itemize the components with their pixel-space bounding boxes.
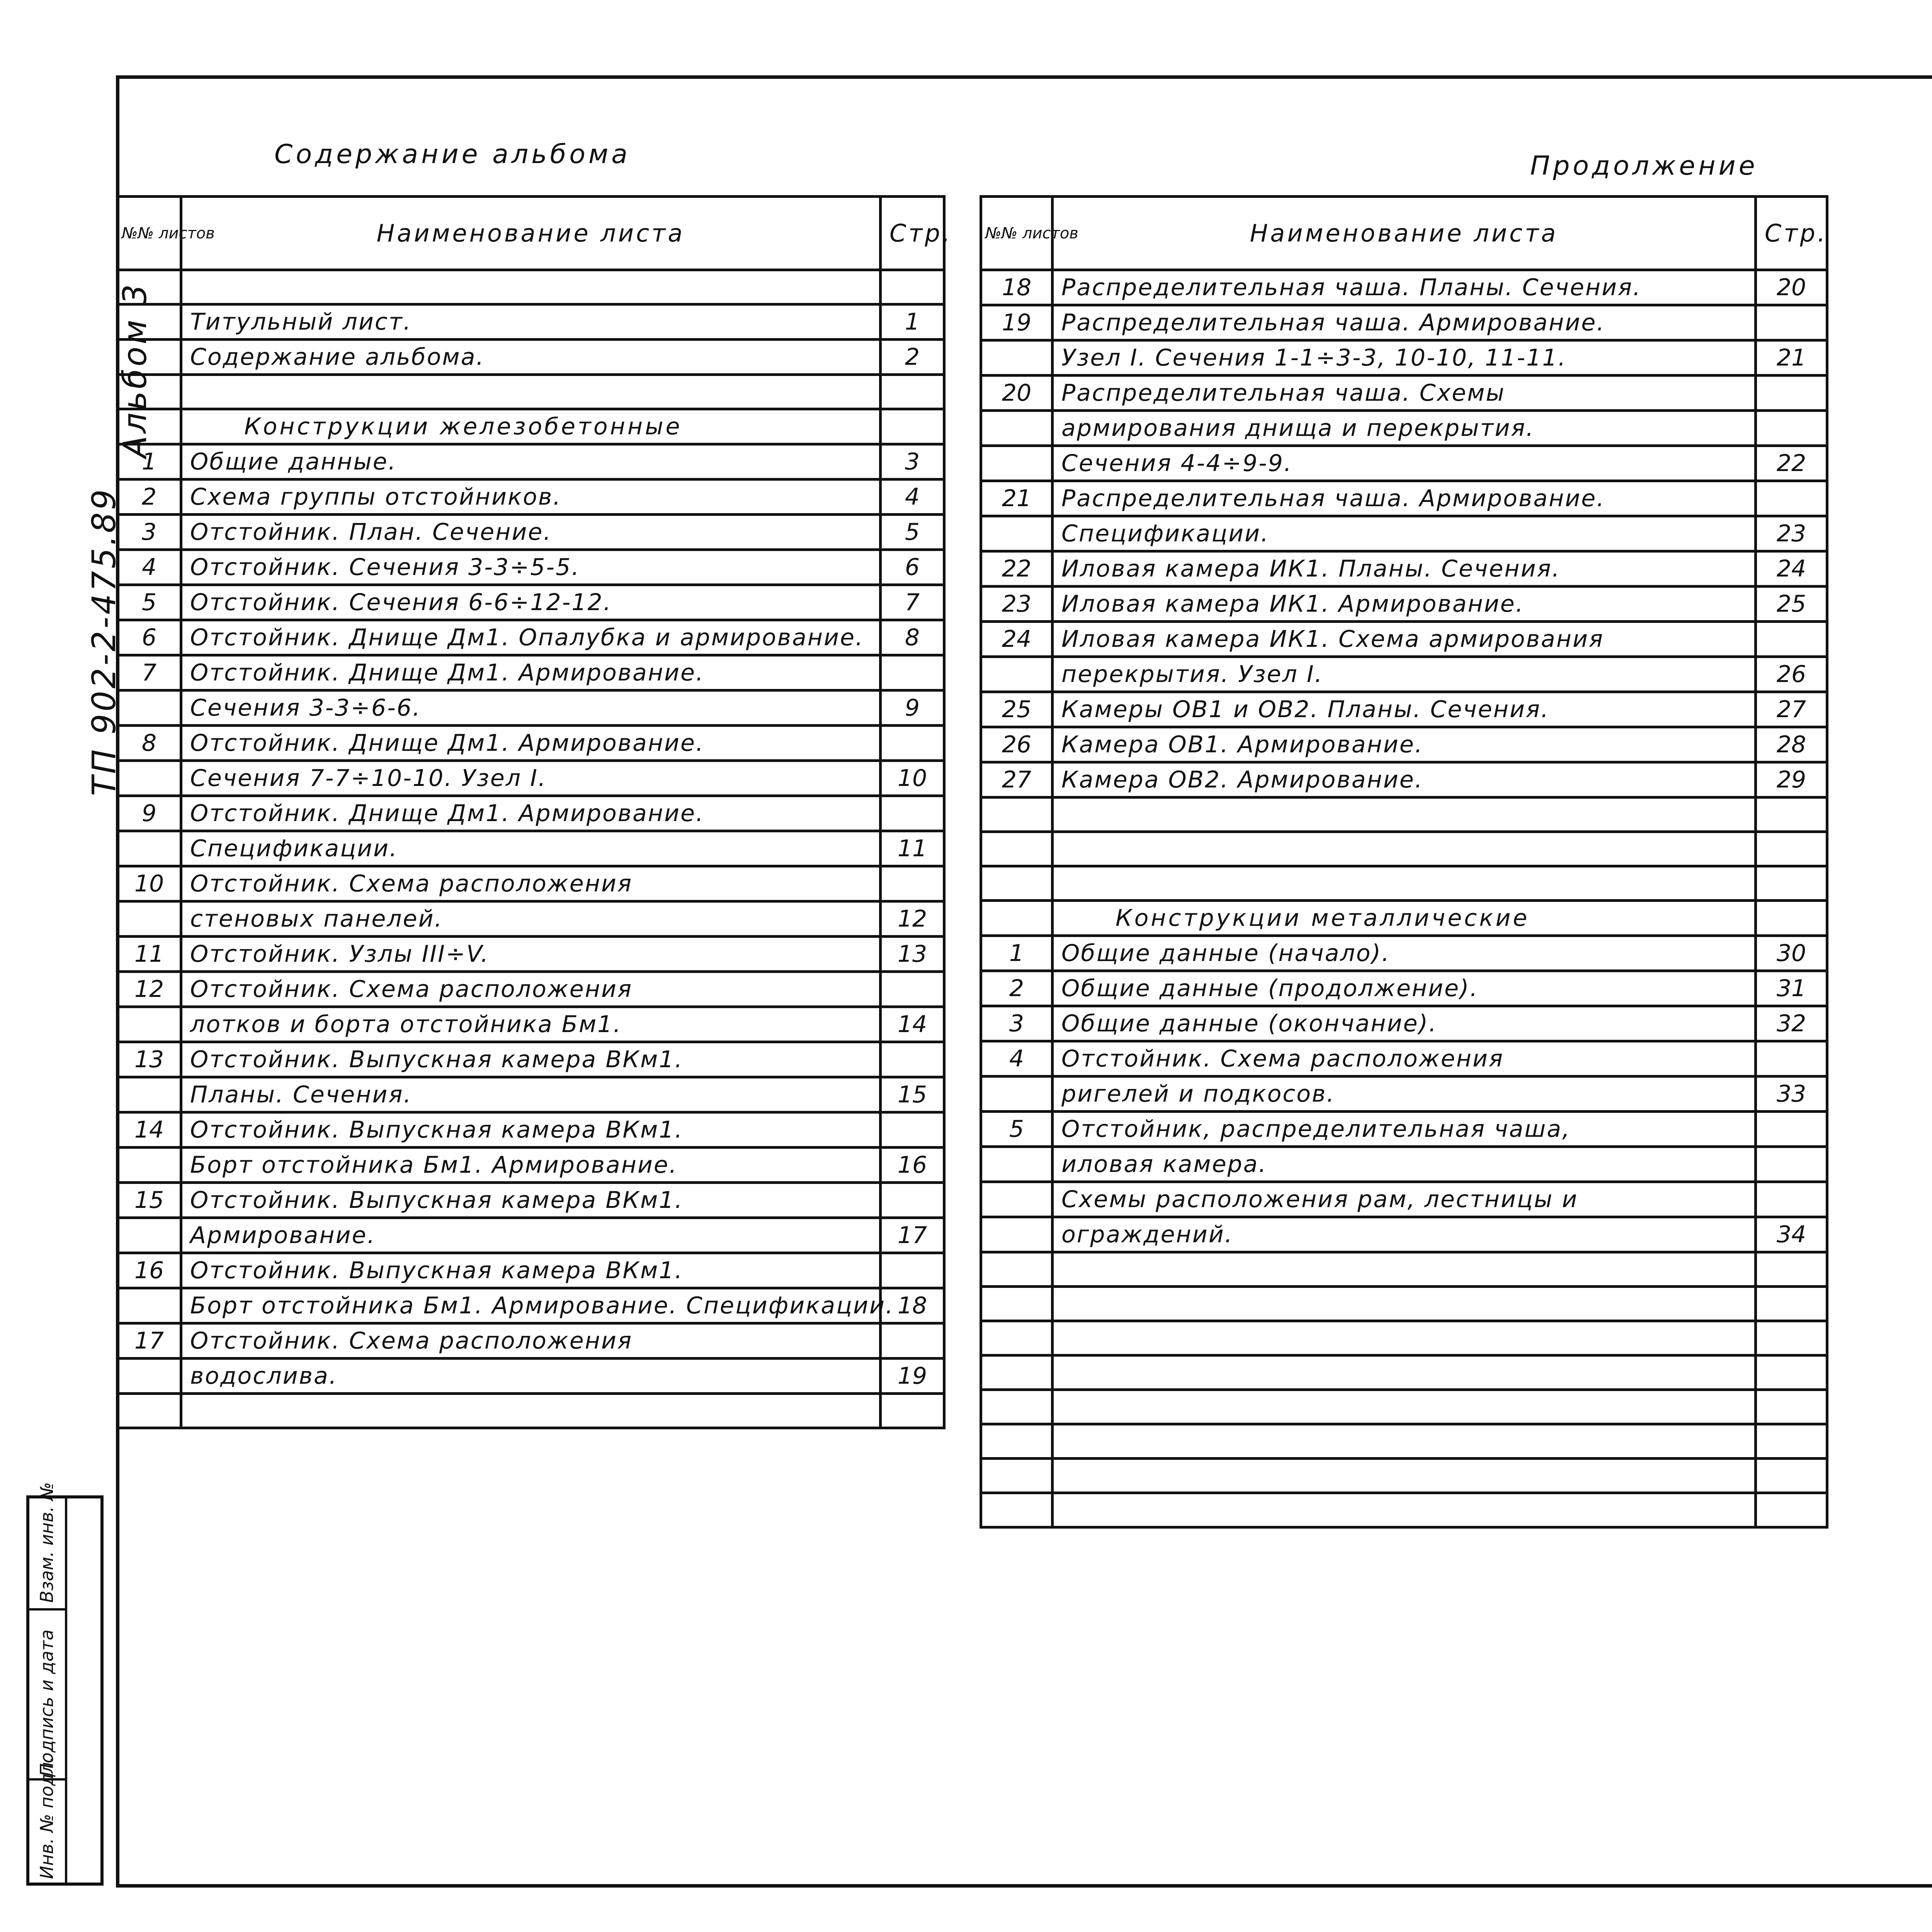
sheet-name-cell: Спецификации.: [1053, 516, 1756, 551]
left-contents-table: [116, 195, 952, 1429]
page-cell: 34: [1756, 1217, 1827, 1252]
page-cell: [1756, 481, 1827, 516]
table-row: [981, 551, 1827, 587]
page-cell: [1756, 1252, 1827, 1287]
sheet-name-cell: иловая камера.: [1053, 1147, 1756, 1182]
table-row: [117, 444, 944, 480]
page-cell: 17: [881, 1218, 944, 1253]
table-row: [981, 727, 1827, 762]
sheet-number-cell: [117, 1218, 181, 1253]
sheet-name-cell: Отстойник. Выпускная камера ВКм1.: [181, 1112, 881, 1148]
sheet-name-cell: Отстойник, распределительная чаша,: [1053, 1112, 1756, 1147]
sheet-name-cell: Схема группы отстойников.: [181, 480, 881, 515]
table-row: [981, 270, 1827, 305]
sheet-name-cell: [181, 1394, 881, 1428]
sheet-name-cell: водослива.: [181, 1359, 881, 1394]
table-row: [981, 971, 1827, 1006]
table-row: [981, 1182, 1827, 1217]
sheet-name-cell: Содержание альбома.: [181, 340, 881, 375]
table-row: [117, 1183, 944, 1218]
sheet-number-cell: 13: [117, 1042, 181, 1077]
page-cell: [1756, 1182, 1827, 1217]
sheet-number-cell: [117, 1148, 181, 1183]
sheet-number-cell: [981, 446, 1053, 481]
page-cell: [881, 726, 944, 761]
page-cell: 8: [881, 620, 944, 655]
side-strip-label-replaced: Взам. инв. №: [36, 1482, 57, 1603]
sheet-number-cell: [117, 375, 181, 409]
sheet-name-cell: Сечения 3-3÷6-6.: [181, 690, 881, 726]
sheet-number-cell: 4: [981, 1041, 1053, 1077]
table-row: [117, 1112, 944, 1148]
sheet-name-cell: Общие данные.: [181, 444, 881, 480]
sheet-number-cell: 27: [981, 762, 1053, 798]
sheet-number-cell: [981, 1390, 1053, 1424]
page-cell: [1756, 376, 1827, 411]
sheet-number-cell: [981, 1287, 1053, 1321]
left-table-header: [117, 197, 944, 270]
sheet-number-cell: 17: [117, 1323, 181, 1359]
sheet-number-cell: [981, 798, 1053, 832]
page-cell: 14: [881, 1007, 944, 1042]
sheet-name-cell: Планы. Сечения.: [181, 1077, 881, 1112]
table-row: [981, 692, 1827, 727]
sheet-name-cell: Отстойник. Выпускная камера ВКм1.: [181, 1042, 881, 1077]
page-cell: 13: [881, 937, 944, 972]
page-cell: 2: [881, 340, 944, 375]
table-row: [981, 832, 1827, 866]
sheet-number-cell: 18: [981, 270, 1053, 305]
page-cell: [1756, 901, 1827, 936]
sheet-number-cell: 3: [117, 515, 181, 550]
side-strip-divider: [65, 1498, 67, 1883]
sheet-name-cell: [181, 270, 881, 304]
table-row: [981, 1112, 1827, 1147]
section-heading-cell: Конструкции металлические: [1053, 901, 1756, 936]
sheet-number-cell: 5: [981, 1112, 1053, 1147]
page-cell: 23: [1756, 516, 1827, 551]
sheet-name-cell: Распределительная чаша. Схемы: [1053, 376, 1756, 411]
sheet-number-cell: 19: [981, 305, 1053, 340]
sheet-name-cell: Отстойник. Днище Дм1. Армирование.: [181, 796, 881, 831]
sheet-name-cell: [1053, 1390, 1756, 1424]
side-strip-cell-inventory: [29, 1756, 65, 1883]
page-cell: 31: [1756, 971, 1827, 1006]
page-cell: [881, 866, 944, 901]
table-row: [117, 270, 944, 304]
page-cell: [881, 1183, 944, 1218]
page-cell: [881, 409, 944, 444]
table-row: [981, 1287, 1827, 1321]
page-cell: 12: [881, 901, 944, 937]
page-cell: [881, 796, 944, 831]
table-row: [981, 1459, 1827, 1493]
sheet-name-cell: [1053, 866, 1756, 901]
table-row: [981, 481, 1827, 516]
sheet-number-cell: [981, 1182, 1053, 1217]
page-cell: 5: [881, 515, 944, 550]
page-cell: [881, 1394, 944, 1428]
table-row: [981, 657, 1827, 692]
sheet-number-cell: 9: [117, 796, 181, 831]
sheet-number-cell: 8: [117, 726, 181, 761]
sheet-name-cell: [1053, 1252, 1756, 1287]
header-name: Наименование листа: [1053, 197, 1756, 270]
sheet-name-cell: Распределительная чаша. Армирование.: [1053, 305, 1756, 340]
side-strip-label-signature: Подпись и дата: [36, 1629, 57, 1777]
page-cell: [1756, 1041, 1827, 1077]
sheet-number-cell: 6: [117, 620, 181, 655]
table-row: [117, 831, 944, 866]
sheet-number-cell: 5: [117, 585, 181, 620]
sheet-number-cell: 10: [117, 866, 181, 901]
right-table-header: [981, 197, 1827, 270]
sheet-number-cell: [981, 1459, 1053, 1493]
table-row: [117, 515, 944, 550]
sheet-number-cell: 7: [117, 655, 181, 690]
page-cell: 16: [881, 1148, 944, 1183]
table-row: [117, 1148, 944, 1183]
table-row: [981, 1424, 1827, 1459]
page-cell: 21: [1756, 340, 1827, 376]
sheet-name-cell: [1053, 1424, 1756, 1459]
sheet-number-cell: [981, 1217, 1053, 1252]
page-cell: 19: [881, 1359, 944, 1394]
sheet-name-cell: Сечения 7-7÷10-10. Узел I.: [181, 761, 881, 796]
page-cell: 22: [1756, 446, 1827, 481]
table-row: [981, 340, 1827, 376]
sheet-number-cell: 2: [981, 971, 1053, 1006]
sheet-name-cell: Общие данные (окончание).: [1053, 1006, 1756, 1041]
project-code: ТП 902-2-475.89: [85, 487, 123, 796]
sheet-name-cell: Борт отстойника Бм1. Армирование. Спецификации.: [181, 1288, 881, 1323]
page-cell: [1756, 1112, 1827, 1147]
table-row: [981, 516, 1827, 551]
table-row: [117, 726, 944, 761]
sheet-number-cell: [981, 1424, 1053, 1459]
page-cell: [1756, 411, 1827, 446]
page-cell: 7: [881, 585, 944, 620]
table-row: [981, 1077, 1827, 1112]
sheet-name-cell: Сечения 4-4÷9-9.: [1053, 446, 1756, 481]
page-cell: 10: [881, 761, 944, 796]
sheet-name-cell: Узел I. Сечения 1-1÷3-3, 10-10, 11-11.: [1053, 340, 1756, 376]
sheet-name-cell: Общие данные (начало).: [1053, 936, 1756, 971]
sheet-name-cell: Иловая камера ИК1. Планы. Сечения.: [1053, 551, 1756, 587]
sheet-name-cell: [1053, 832, 1756, 866]
sheet-number-cell: [117, 304, 181, 340]
table-row: [981, 622, 1827, 657]
header-page: Стр.: [881, 197, 944, 270]
table-row: [981, 866, 1827, 901]
sheet-number-cell: 25: [981, 692, 1053, 727]
table-row: [981, 1041, 1827, 1077]
sheet-name-cell: Распределительная чаша. Армирование.: [1053, 481, 1756, 516]
table-row: [117, 655, 944, 690]
header-num: №№ листов: [981, 197, 1053, 270]
sheet-name-cell: Иловая камера ИК1. Армирование.: [1053, 587, 1756, 622]
sheet-name-cell: Отстойник. Схема расположения: [181, 866, 881, 901]
page-cell: [1756, 866, 1827, 901]
table-row: [117, 796, 944, 831]
page-cell: 11: [881, 831, 944, 866]
sheet-name-cell: Армирование.: [181, 1218, 881, 1253]
sheet-number-cell: [981, 1147, 1053, 1182]
page-cell: [1756, 1390, 1827, 1424]
sheet-name-cell: стеновых панелей.: [181, 901, 881, 937]
page-cell: 28: [1756, 727, 1827, 762]
page-cell: [1756, 1147, 1827, 1182]
sheet-number-cell: [117, 1394, 181, 1428]
header-num: №№ листов: [117, 197, 181, 270]
sheet-name-cell: Отстойник. Выпускная камера ВКм1.: [181, 1253, 881, 1288]
sheet-number-cell: 1: [117, 444, 181, 480]
table-row: [117, 937, 944, 972]
sheet-number-cell: 12: [117, 972, 181, 1007]
sheet-name-cell: Отстойник. Сечения 3-3÷5-5.: [181, 550, 881, 585]
sheet-name-cell: Отстойник. Выпускная камера ВКм1.: [181, 1183, 881, 1218]
table-row: [981, 376, 1827, 411]
table-row: [981, 587, 1827, 622]
sheet-name-cell: [1053, 1459, 1756, 1493]
sheet-number-cell: [981, 516, 1053, 551]
table-row: [981, 1147, 1827, 1182]
page-cell: 9: [881, 690, 944, 726]
page-cell: [1756, 1355, 1827, 1390]
page-cell: [1756, 832, 1827, 866]
sheet-name-cell: Иловая камера ИК1. Схема армирования: [1053, 622, 1756, 657]
section-heading-cell: Конструкции железобетонные: [181, 409, 881, 444]
table-row: [117, 901, 944, 937]
sheet-name-cell: армирования днища и перекрытия.: [1053, 411, 1756, 446]
sheet-name-cell: ригелей и подкосов.: [1053, 1077, 1756, 1112]
table-row: [981, 1493, 1827, 1527]
sheet-name-cell: Отстойник. План. Сечение.: [181, 515, 881, 550]
sheet-number-cell: [117, 831, 181, 866]
table-row: [117, 1394, 944, 1428]
table-row: [117, 761, 944, 796]
side-stamp-strip: [26, 1482, 104, 1886]
sheet-name-cell: Титульный лист.: [181, 304, 881, 340]
sheet-number-cell: 24: [981, 622, 1053, 657]
page-cell: [1756, 622, 1827, 657]
sheet-name-cell: [1053, 1355, 1756, 1390]
page-cell: 24: [1756, 551, 1827, 587]
sheet-name-cell: [1053, 1493, 1756, 1527]
album-label: Альбом 3: [116, 282, 154, 458]
table-row: [117, 1288, 944, 1323]
page-cell: [1756, 1459, 1827, 1493]
sheet-name-cell: ограждений.: [1053, 1217, 1756, 1252]
sheet-name-cell: Камеры ОВ1 и ОВ2. Планы. Сечения.: [1053, 692, 1756, 727]
sheet-number-cell: 15: [117, 1183, 181, 1218]
sheet-number-cell: [117, 1007, 181, 1042]
table-row: [981, 1390, 1827, 1424]
page-cell: 26: [1756, 657, 1827, 692]
page-cell: [1756, 1424, 1827, 1459]
table-row: [981, 1006, 1827, 1041]
page-cell: [881, 270, 944, 304]
sheet-number-cell: 21: [981, 481, 1053, 516]
sheet-number-cell: [981, 1077, 1053, 1112]
table-row: [117, 585, 944, 620]
sheet-name-cell: [1053, 1287, 1756, 1321]
sheet-number-cell: 20: [981, 376, 1053, 411]
sheet-number-cell: 1: [981, 936, 1053, 971]
page-cell: [1756, 1287, 1827, 1321]
table-row: [117, 304, 944, 340]
sheet-number-cell: [981, 340, 1053, 376]
sheet-number-cell: [117, 409, 181, 444]
sheet-name-cell: Отстойник. Узлы III÷V.: [181, 937, 881, 972]
sheet-number-cell: 3: [981, 1006, 1053, 1041]
sheet-number-cell: [117, 761, 181, 796]
sheet-name-cell: Борт отстойника Бм1. Армирование.: [181, 1148, 881, 1183]
page-cell: 33: [1756, 1077, 1827, 1112]
sheet-name-cell: Отстойник. Сечения 6-6÷12-12.: [181, 585, 881, 620]
sheet-number-cell: [981, 866, 1053, 901]
right-contents-table: [980, 195, 1828, 1529]
page-cell: 18: [881, 1288, 944, 1323]
sheet-name-cell: Отстойник. Схема расположения: [181, 972, 881, 1007]
sheet-name-cell: Спецификации.: [181, 831, 881, 866]
sheet-name-cell: Отстойник. Схема расположения: [1053, 1041, 1756, 1077]
sheet-name-cell: [181, 375, 881, 409]
page-cell: 29: [1756, 762, 1827, 798]
table-row: [981, 936, 1827, 971]
sheet-name-cell: [1053, 1321, 1756, 1355]
sheet-name-cell: Камера ОВ2. Армирование.: [1053, 762, 1756, 798]
sheet-number-cell: [981, 1493, 1053, 1527]
page-cell: [881, 1112, 944, 1148]
table-row: [117, 1007, 944, 1042]
sheet-number-cell: [981, 832, 1053, 866]
table-row: [981, 798, 1827, 832]
sheet-name-cell: лотков и борта отстойника Бм1.: [181, 1007, 881, 1042]
table-row: [117, 690, 944, 726]
page-cell: [881, 375, 944, 409]
table-row: [981, 1355, 1827, 1390]
page-cell: [1756, 1493, 1827, 1527]
sheet-number-cell: [117, 340, 181, 375]
table-row: [117, 1359, 944, 1394]
sheet-name-cell: [1053, 798, 1756, 832]
table-row: [117, 1042, 944, 1077]
page-cell: [881, 1253, 944, 1288]
side-strip-label-inventory: Инв. № подл.: [36, 1756, 57, 1879]
page-cell: 15: [881, 1077, 944, 1112]
page-cell: [881, 1042, 944, 1077]
page-cell: [1756, 798, 1827, 832]
sheet-number-cell: [981, 657, 1053, 692]
table-row: [117, 1218, 944, 1253]
page-cell: 1: [881, 304, 944, 340]
sheet-number-cell: 26: [981, 727, 1053, 762]
page-cell: 25: [1756, 587, 1827, 622]
sheet-number-cell: [981, 1321, 1053, 1355]
sheet-name-cell: Распределительная чаша. Планы. Сечения.: [1053, 270, 1756, 305]
left-table-title: Содержание альбома: [274, 139, 631, 170]
page-cell: [881, 972, 944, 1007]
table-row: [117, 1323, 944, 1359]
page-cell: 20: [1756, 270, 1827, 305]
sheet-number-cell: 16: [117, 1253, 181, 1288]
sheet-number-cell: 14: [117, 1112, 181, 1148]
side-strip-cell-signature: [29, 1611, 65, 1781]
sheet-name-cell: Отстойник. Днище Дм1. Армирование.: [181, 726, 881, 761]
sheet-number-cell: [981, 1252, 1053, 1287]
sheet-number-cell: [117, 1077, 181, 1112]
table-row: [981, 411, 1827, 446]
table-row: [981, 446, 1827, 481]
page-cell: [881, 655, 944, 690]
table-row: [981, 1252, 1827, 1287]
page-cell: [881, 1323, 944, 1359]
right-table-title: Продолжение: [1530, 151, 1758, 181]
page-cell: 4: [881, 480, 944, 515]
table-row: [117, 409, 944, 444]
page-cell: [1756, 305, 1827, 340]
side-strip-cell-replaced: [29, 1482, 65, 1611]
table-row: [981, 901, 1827, 936]
page-cell: [1756, 1321, 1827, 1355]
table-row: [117, 972, 944, 1007]
sheet-name-cell: Схемы расположения рам, лестницы и: [1053, 1182, 1756, 1217]
table-row: [981, 762, 1827, 798]
sheet-number-cell: [981, 411, 1053, 446]
table-row: [117, 1253, 944, 1288]
table-row: [117, 375, 944, 409]
header-page: Стр.: [1756, 197, 1827, 270]
sheet-number-cell: [117, 270, 181, 304]
sheet-number-cell: 2: [117, 480, 181, 515]
table-row: [117, 866, 944, 901]
sheet-number-cell: [981, 1355, 1053, 1390]
page-cell: 30: [1756, 936, 1827, 971]
sheet-number-cell: 4: [117, 550, 181, 585]
table-row: [117, 550, 944, 585]
sheet-name-cell: Отстойник. Днище Дм1. Армирование.: [181, 655, 881, 690]
table-row: [117, 480, 944, 515]
table-row: [117, 1077, 944, 1112]
table-row: [117, 340, 944, 375]
table-row: [981, 1217, 1827, 1252]
sheet-name-cell: Камера ОВ1. Армирование.: [1053, 727, 1756, 762]
table-row: [981, 305, 1827, 340]
sheet-name-cell: Отстойник. Днище Дм1. Опалубка и армирование.: [181, 620, 881, 655]
page-cell: 6: [881, 550, 944, 585]
table-row: [981, 1321, 1827, 1355]
sheet-number-cell: [117, 901, 181, 937]
sheet-name-cell: Общие данные (продолжение).: [1053, 971, 1756, 1006]
sheet-number-cell: [981, 901, 1053, 936]
sheet-number-cell: [117, 1359, 181, 1394]
sheet-number-cell: [117, 690, 181, 726]
page-cell: 3: [881, 444, 944, 480]
sheet-number-cell: 23: [981, 587, 1053, 622]
table-row: [117, 620, 944, 655]
sheet-number-cell: [117, 1288, 181, 1323]
sheet-name-cell: Отстойник. Схема расположения: [181, 1323, 881, 1359]
sheet-name-cell: перекрытия. Узел I.: [1053, 657, 1756, 692]
header-name: Наименование листа: [181, 197, 881, 270]
sheet-number-cell: 11: [117, 937, 181, 972]
page-cell: 32: [1756, 1006, 1827, 1041]
page-cell: 27: [1756, 692, 1827, 727]
sheet-number-cell: 22: [981, 551, 1053, 587]
